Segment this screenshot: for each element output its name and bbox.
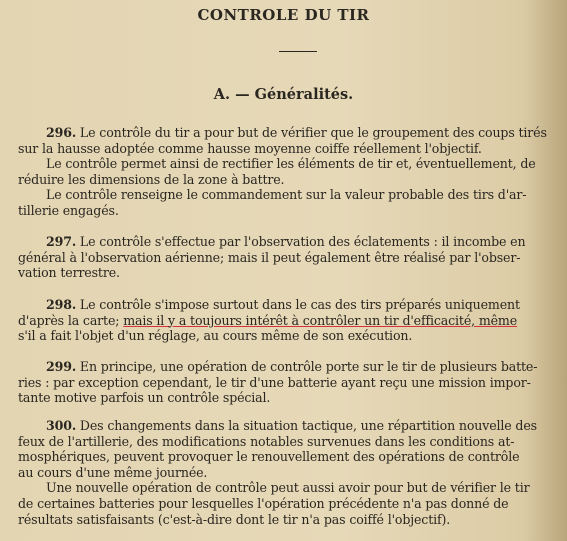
paragraph-line: 299. En principe, une opération de contrôle porte sur le tir de plusieurs batte- — [46, 359, 538, 374]
paragraph-296 — [18, 125, 563, 219]
paragraph-line: Une nouvelle opération de contrôle peut aussi avoir pour but de vérifier le tir — [46, 480, 530, 496]
paragraph-line: mosphériques, peuvent provoquer le renouvellement des opérations de contrôle — [18, 449, 520, 465]
paragraph-number: 299. — [46, 359, 77, 374]
paragraph-number: 300. — [46, 418, 77, 433]
paragraph-298 — [18, 297, 563, 344]
underlined-passage: mais il y a toujours intérêt à contrôler un tir d'efficacité, même — [123, 312, 518, 328]
paragraph-line: 297. Le contrôle s'effectue par l'observation des éclatements : il incombe en — [46, 234, 526, 249]
paragraph-299 — [18, 359, 563, 406]
paragraph-line: résultats satisfaisants (c'est-à-dire dont le tir n'a pas coiffé l'objectif). — [18, 511, 451, 527]
heading-divider — [279, 51, 317, 52]
paragraph-line: feux de l'artillerie, des modifications notables survenues dans les conditions at- — [18, 433, 515, 449]
paragraph-number: 297. — [46, 234, 77, 249]
paragraph-line: au cours d'une même journée. — [18, 464, 208, 480]
paragraph-line: Le contrôle permet ainsi de rectifier les éléments de tir et, éventuellement, de — [46, 156, 536, 172]
paragraph-number: 298. — [46, 297, 77, 312]
paragraph-line: général à l'observation aérienne; mais il peut également être réalisé par l'obser- — [18, 249, 521, 265]
paragraph-line: de certaines batteries pour lesquelles l'opération précédente n'a pas donné de — [18, 495, 509, 511]
paragraph-line: tillerie engagés. — [18, 202, 119, 218]
paragraph-number: 296. — [46, 125, 77, 140]
paragraph-line: 298. Le contrôle s'impose surtout dans le cas des tirs préparés uniquement — [46, 297, 520, 312]
paragraph-line: sur la hausse adoptée comme hausse moyenne coiffe réellement l'objectif. — [18, 140, 482, 156]
paragraph-300 — [18, 418, 563, 527]
paragraph-line: d'après la carte; mais il y a toujours intérêt à contrôler un tir d'efficacité, même — [18, 312, 518, 328]
subsection-heading: A. — Généralités. — [213, 86, 354, 103]
paragraph-line: 296. Le contrôle du tir a pour but de vérifier que le groupement des coups tirés — [46, 125, 547, 140]
paragraph-line: s'il a fait l'objet d'un réglage, au cours même de son exécution. — [18, 328, 413, 344]
paragraph-line: Le contrôle renseigne le commandement sur la valeur probable des tirs d'ar- — [46, 187, 527, 203]
paragraph-line: tante motive parfois un contrôle spécial. — [18, 390, 271, 406]
section-heading: CONTROLE DU TIR — [197, 6, 370, 24]
paragraph-297 — [18, 234, 563, 281]
paragraph-line: vation terrestre. — [18, 265, 120, 281]
paragraph-line: ries : par exception cependant, le tir d'une batterie ayant reçu une mission impor- — [18, 374, 531, 390]
paragraph-line: 300. Des changements dans la situation tactique, une répartition nouvelle des — [46, 418, 537, 433]
paragraph-line: réduire les dimensions de la zone à battre. — [18, 171, 285, 187]
